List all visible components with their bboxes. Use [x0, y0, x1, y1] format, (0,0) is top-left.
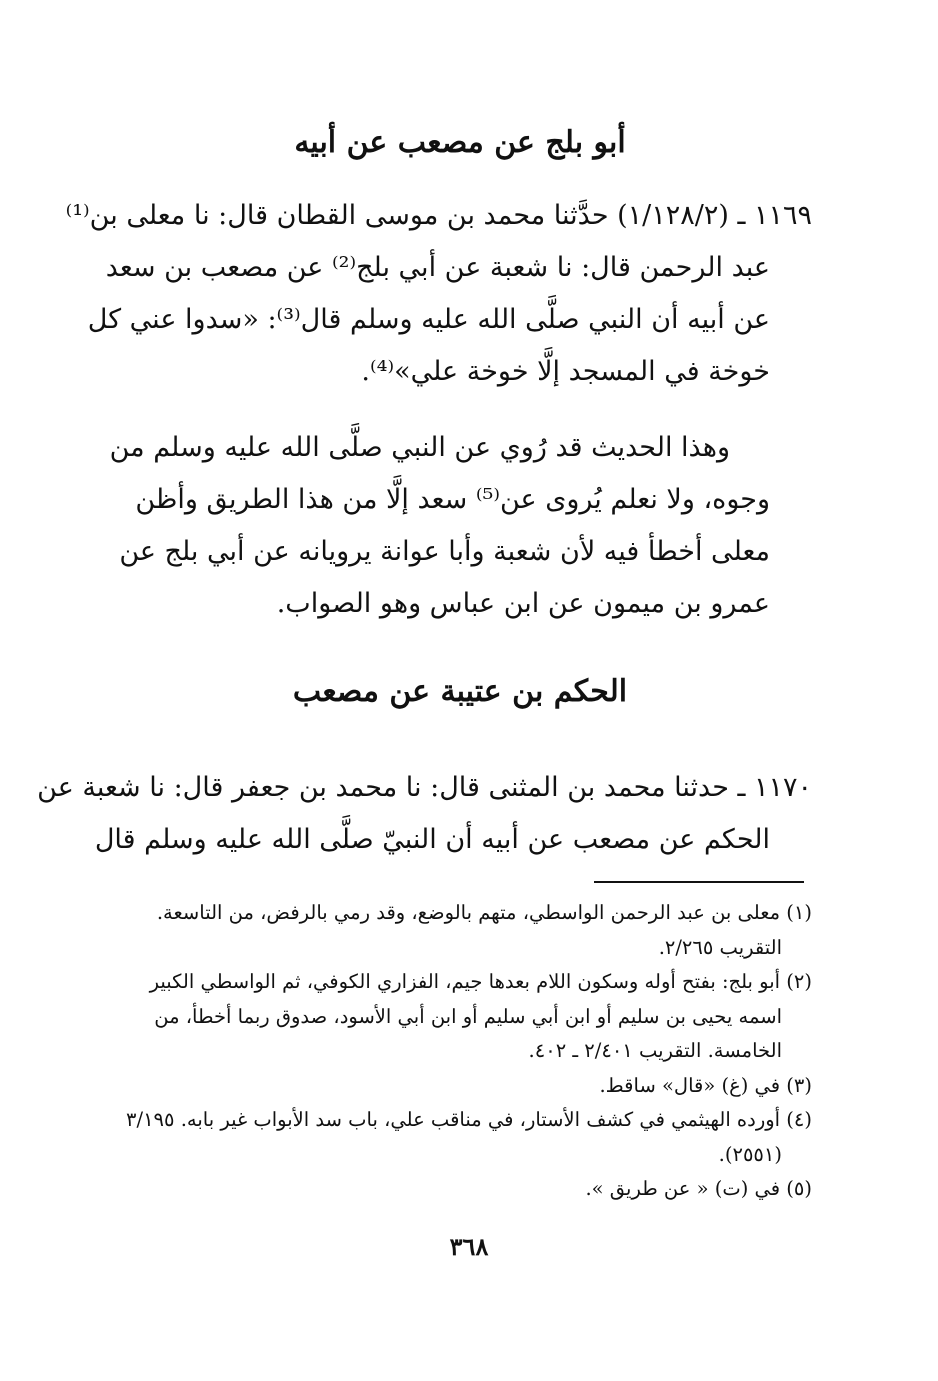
footnote-1-line-1: (١) معلى بن عبد الرحمن الواسطي، متهم بالوضع، وقد رمي بالرفض، من التاسعة. — [156, 901, 812, 924]
footnote-2-line-1: (٢) أبو بلج: بفتح أوله وسكون اللام بعدها جيم، الفزاري الكوفي، ثم الواسطي الكبير — [149, 970, 812, 993]
commentary-line-2: وجوه، ولا نعلم يُروى عن⁽⁵⁾ سعد إلَّا من هذا الطريق وأظن — [135, 484, 770, 515]
hadith-1169-line-4: خوخة في المسجد إلَّا خوخة علي»⁽⁴⁾. — [361, 356, 770, 387]
footnote-1 — [110, 896, 812, 965]
hadith-1170-line-2: الحكم عن مصعب عن أبيه أن النبيّ صلَّى الله عليه وسلم قال — [94, 824, 770, 855]
section-heading-hakam: الحكم بن عتيبة عن مصعب — [292, 674, 628, 709]
commentary-line-1: وهذا الحديث قد رُوي عن النبي صلَّى الله عليه وسلم من — [109, 432, 730, 463]
footnote-3-line-1: (٣) في (غ) «قال» ساقط. — [599, 1073, 812, 1097]
footnote-4-line-1: (٤) أورده الهيثمي في كشف الأستار، في مناقب علي، باب سد الأبواب غير بابه. ٣/١٩٥ — [126, 1108, 812, 1131]
footnotes — [110, 896, 812, 1207]
hadith-1169 — [65, 190, 812, 398]
commentary-paragraph — [110, 422, 770, 630]
footnote-1-line-2: التقريب ٢/٢٦٥. — [658, 935, 782, 959]
footnote-3 — [110, 1069, 812, 1104]
page-number: ٣٦٨ — [449, 1232, 489, 1261]
hadith-1170 — [37, 762, 812, 866]
footnote-5-line-1: (٥) في (ت) « عن طريق ». — [585, 1177, 812, 1200]
footnote-divider — [594, 881, 804, 883]
footnote-4-line-2: (٢٥٥١). — [718, 1142, 782, 1166]
footnote-2-line-3: الخامسة. التقريب ٢/٤٠١ ـ ٤٠٢. — [528, 1039, 782, 1062]
hadith-1170-line-1: ١١٧٠ ـ حدثنا محمد بن المثنى قال: نا محمد بن جعفر قال: نا شعبة عن — [37, 772, 812, 803]
section-heading-abu-balj: أبو بلج عن مصعب عن أبيه — [294, 125, 626, 160]
hadith-1169-line-3: عن أبيه أن النبي صلَّى الله عليه وسلم قال⁽³⁾: «سدوا عني كل — [87, 304, 770, 335]
commentary-line-4: عمرو بن ميمون عن ابن عباس وهو الصواب. — [276, 588, 770, 619]
hadith-1169-line-2: عبد الرحمن قال: نا شعبة عن أبي بلج⁽²⁾ عن مصعب بن سعد — [105, 252, 770, 283]
footnote-4 — [110, 1103, 812, 1172]
hadith-1169-line-1: ١١٦٩ ـ (١/١٢٨/٢) حدَّثنا محمد بن موسى القطان قال: نا معلى بن⁽¹⁾ — [65, 200, 812, 231]
commentary-line-3: معلى أخطأ فيه لأن شعبة وأبا عوانة يرويانه عن أبي بلج عن — [119, 536, 770, 567]
footnote-2-line-2: اسمه يحيى بن سليم أو ابن أبي سليم أو ابن أبي الأسود، صدوق ربما أخطأ، من — [154, 1004, 782, 1028]
footnote-5 — [110, 1172, 812, 1207]
footnote-2 — [110, 965, 812, 1069]
